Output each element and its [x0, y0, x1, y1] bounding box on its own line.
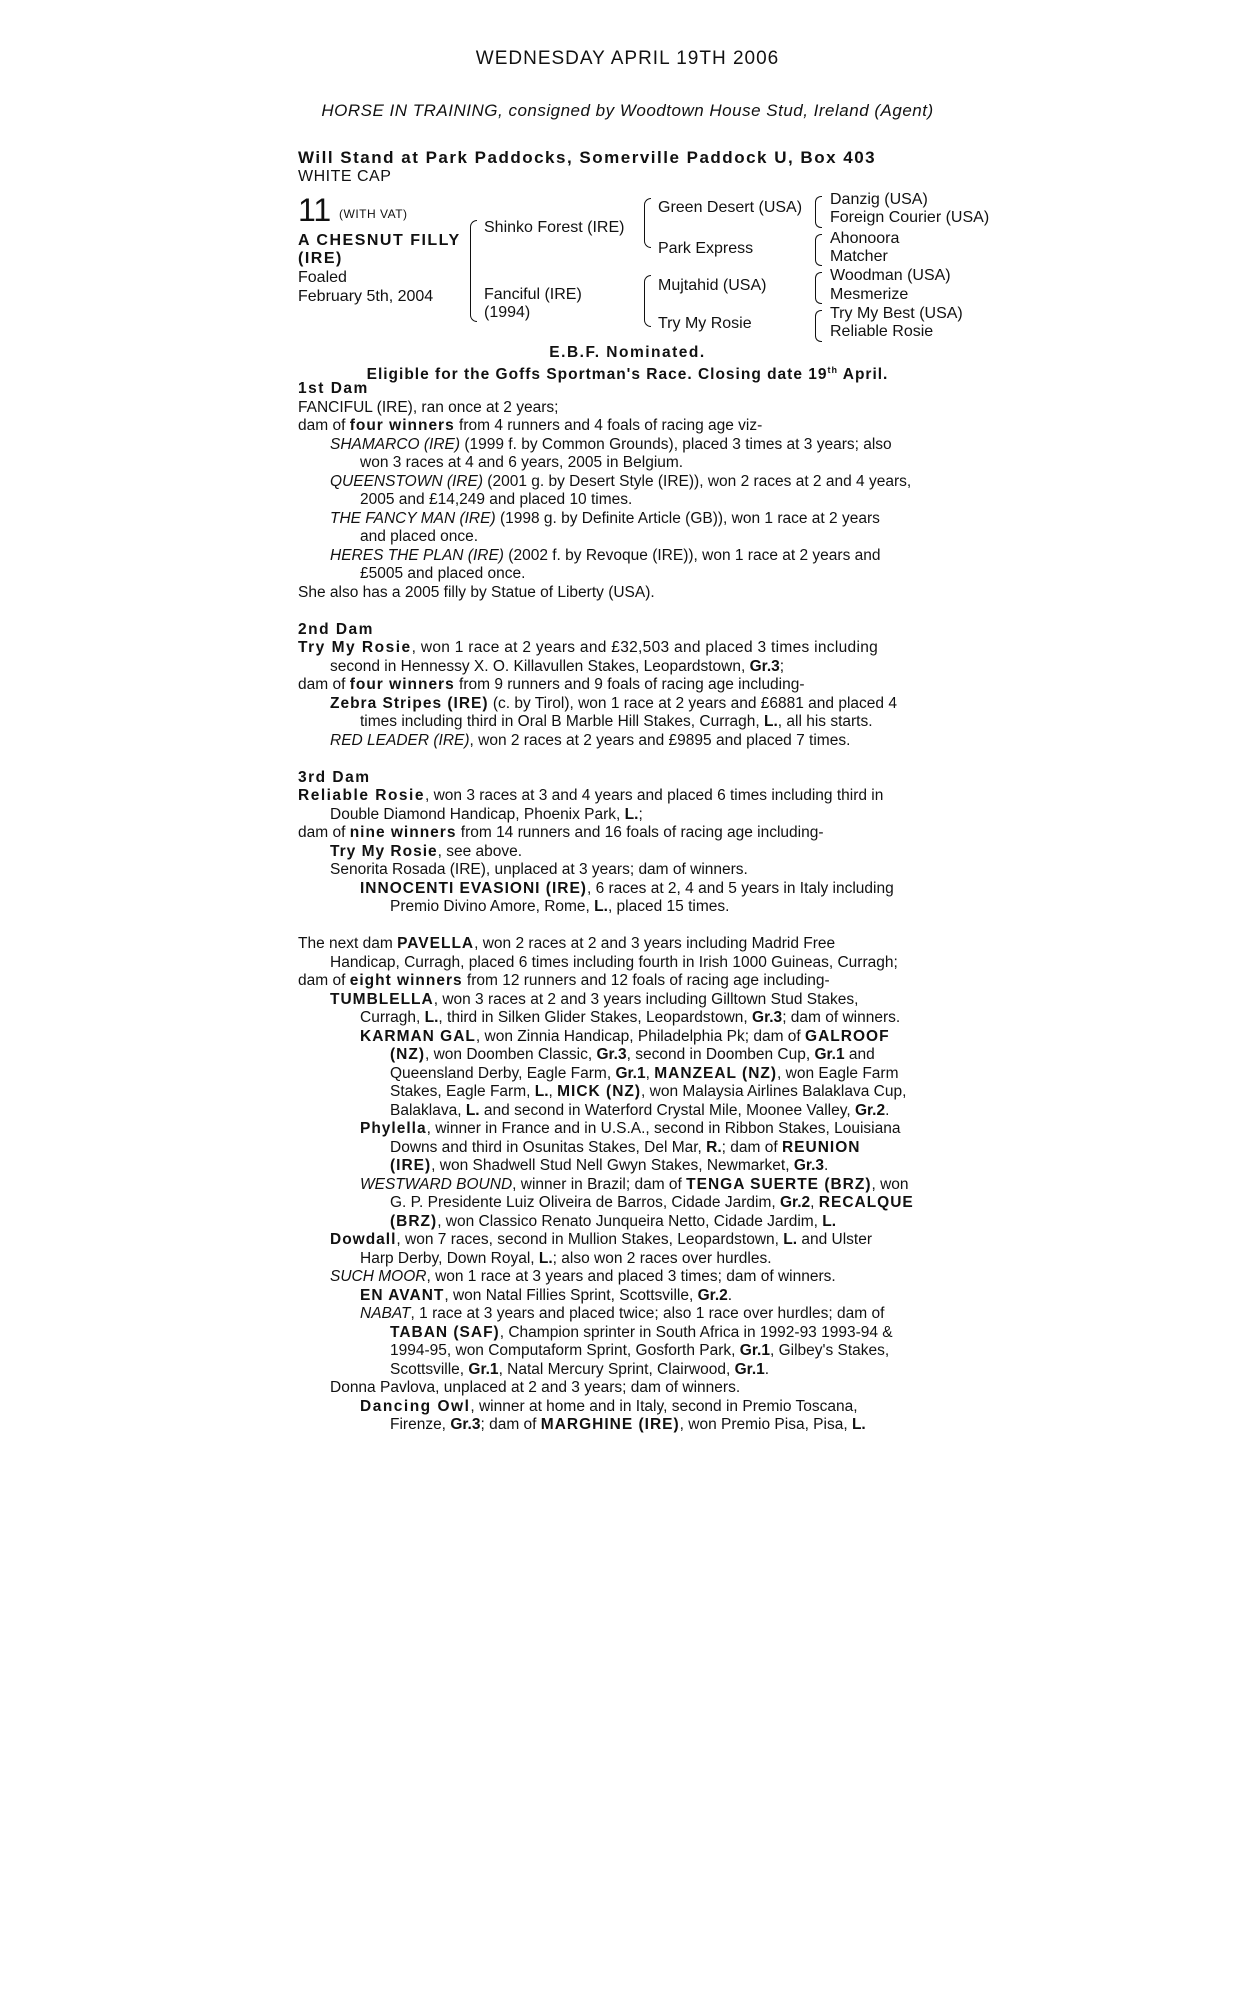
next-dam-line: The next dam PAVELLA, won 2 races at 2 and 3 years including Madrid Free — [298, 935, 836, 952]
horse-description: A CHESNUT FILLY — [298, 232, 461, 249]
pedigree-ssd: Foreign Courier (USA) — [830, 209, 990, 226]
progeny-4-cont: £5005 and placed once. — [360, 565, 526, 582]
foaled-label: Foaled — [298, 269, 347, 286]
third-dam-line: Reliable Rosie, won 3 races at 3 and 4 years and placed 6 times including third in — [298, 787, 884, 804]
first-dam-winners: dam of four winners from 4 runners and 4 foals of racing age viz- — [298, 417, 763, 434]
westward-bound-line-3: (BRZ), won Classico Renato Junqueira Netto, Cidade Jardim, L. — [390, 1213, 837, 1230]
stand-location: Will Stand at Park Paddocks, Somerville Paddock U, Box 403 — [298, 148, 877, 167]
pedigree-sire-dam: Park Express — [658, 240, 754, 257]
tumblella-line: TUMBLELLA, won 3 races at 2 and 3 years including Gilltown Stud Stakes, — [330, 991, 859, 1008]
second-dam-progeny-1-cont: times including third in Oral B Marble Hill Stakes, Curragh, L., all his starts. — [360, 713, 873, 730]
third-dam-progeny-3-cont: Premio Divino Amore, Rome, L., placed 15 times. — [390, 898, 730, 915]
second-dam-heading: 2nd Dam — [298, 621, 374, 638]
foaled-date: February 5th, 2004 — [298, 288, 434, 305]
dowdall-line-2: Harp Derby, Down Royal, L.; also won 2 races over hurdles. — [360, 1250, 772, 1267]
pedigree-sdd: Matcher — [830, 248, 888, 265]
sale-date: WEDNESDAY APRIL 19TH 2006 — [475, 48, 780, 69]
phylella-line-2: Downs and third in Osunitas Stakes, Del Mar, R.; dam of REUNION — [390, 1139, 861, 1156]
vat-note: (WITH VAT) — [339, 207, 408, 221]
pedigree-brace-dam — [644, 275, 651, 327]
karman-gal-line-2: (NZ), won Doomben Classic, Gr.3, second in Doomben Cup, Gr.1 and — [390, 1046, 875, 1063]
nabat-line: NABAT, 1 race at 3 years and placed twice; also 1 race over hurdles; dam of — [360, 1305, 885, 1322]
pedigree-dsd: Mesmerize — [830, 286, 909, 303]
second-dam-line-cont: second in Hennessy X. O. Killavullen Stakes, Leopardstown, Gr.3; — [330, 658, 785, 675]
lot-number: 11 — [298, 192, 332, 228]
first-dam-heading: 1st Dam — [298, 380, 369, 397]
karman-gal-line-3: Queensland Derby, Eagle Farm, Gr.1, MANZEAL (NZ), won Eagle Farm — [390, 1065, 899, 1082]
pedigree-sire-sire: Green Desert (USA) — [658, 199, 803, 216]
pedigree-brace-sd — [815, 234, 822, 266]
second-dam-progeny-2: RED LEADER (IRE), won 2 races at 2 years and £9895 and placed 7 times. — [330, 732, 851, 749]
phylella-line: Phylella, winner in France and in U.S.A., second in Ribbon Stakes, Louisiana — [360, 1120, 901, 1137]
dancing-owl-line-2: Firenze, Gr.3; dam of MARGHINE (IRE), won Premio Pisa, Pisa, L. — [390, 1416, 866, 1433]
first-dam-line: FANCIFUL (IRE), ran once at 2 years; — [298, 399, 559, 416]
third-dam-progeny-1: Try My Rosie, see above. — [330, 843, 523, 860]
karman-gal-line: KARMAN GAL, won Zinnia Handicap, Philadelphia Pk; dam of GALROOF — [360, 1028, 890, 1045]
third-dam-heading: 3rd Dam — [298, 769, 371, 786]
pedigree-dam: Fanciful (IRE) — [484, 286, 582, 303]
karman-gal-line-4: Stakes, Eagle Farm, L., MICK (NZ), won Malaysia Airlines Balaklava Cup, — [390, 1083, 907, 1100]
taban-line-2: 1994-95, won Computaform Sprint, Gosforth Park, Gr.1, Gilbey's Stakes, — [390, 1342, 890, 1359]
next-dam-winners: dam of eight winners from 12 runners and 12 foals of racing age including- — [298, 972, 830, 989]
donna-pavlova-line: Donna Pavlova, unplaced at 2 and 3 years; dam of winners. — [330, 1379, 741, 1396]
third-dam-winners: dam of nine winners from 14 runners and 16 foals of racing age including- — [298, 824, 824, 841]
such-moor-line: SUCH MOOR, won 1 race at 3 years and placed 3 times; dam of winners. — [330, 1268, 836, 1285]
pedigree-sss: Danzig (USA) — [830, 191, 928, 208]
karman-gal-line-5: Balaklava, L. and second in Waterford Crystal Mile, Moonee Valley, Gr.2. — [390, 1102, 890, 1119]
pedigree-brace-dd — [815, 310, 822, 342]
horse-origin: (IRE) — [298, 250, 343, 267]
pedigree-brace-ds — [815, 272, 822, 304]
third-dam-progeny-2: Senorita Rosada (IRE), unplaced at 3 years; dam of winners. — [330, 861, 748, 878]
en-avant-line: EN AVANT, won Natal Fillies Sprint, Scottsville, Gr.2. — [360, 1287, 733, 1304]
westward-bound-line-2: G. P. Presidente Luiz Oliveira de Barros, Cidade Jardim, Gr.2, RECALQUE — [390, 1194, 914, 1211]
pedigree-brace-ss — [815, 196, 822, 228]
westward-bound-line: WESTWARD BOUND, winner in Brazil; dam of TENGA SUERTE (BRZ), won — [360, 1176, 909, 1193]
progeny-1: SHAMARCO (IRE) (1999 f. by Common Grounds), placed 3 times at 3 years; also — [330, 436, 892, 453]
tumblella-line-cont: Curragh, L., third in Silken Glider Stakes, Leopardstown, Gr.3; dam of winners. — [360, 1009, 901, 1026]
pedigree-dds: Try My Best (USA) — [830, 305, 963, 322]
third-dam-line-cont: Double Diamond Handicap, Phoenix Park, L.; — [330, 806, 643, 823]
next-dam-line-cont: Handicap, Curragh, placed 6 times including fourth in Irish 1000 Guineas, Curragh; — [330, 954, 898, 971]
pedigree-dam-year: (1994) — [484, 304, 531, 321]
first-dam-filly: She also has a 2005 filly by Statue of Liberty (USA). — [298, 584, 655, 601]
progeny-2: QUEENSTOWN (IRE) (2001 g. by Desert Style (IRE)), won 2 races at 2 and 4 years, — [330, 473, 912, 490]
taban-line-3: Scottsville, Gr.1, Natal Mercury Sprint, Clairwood, Gr.1. — [390, 1361, 770, 1378]
pedigree-brace-sire — [644, 198, 651, 248]
progeny-3: THE FANCY MAN (IRE) (1998 g. by Definite Article (GB)), won 1 race at 2 years — [330, 510, 880, 527]
pedigree-dam-dam: Try My Rosie — [658, 315, 752, 332]
cap-colour: WHITE CAP — [298, 168, 392, 185]
consignment-line: HORSE IN TRAINING, consigned by Woodtown House Stud, Ireland (Agent) — [321, 101, 934, 120]
pedigree-dss: Woodman (USA) — [830, 267, 951, 284]
taban-line: TABAN (SAF), Champion sprinter in South Africa in 1992-93 1993-94 & — [390, 1324, 893, 1341]
progeny-1-cont: won 3 races at 4 and 6 years, 2005 in Belgium. — [360, 454, 684, 471]
phylella-line-3: (IRE), won Shadwell Stud Nell Gwyn Stakes, Newmarket, Gr.3. — [390, 1157, 829, 1174]
pedigree-ddd: Reliable Rosie — [830, 323, 934, 340]
progeny-2-cont: 2005 and £14,249 and placed 10 times. — [360, 491, 633, 508]
pedigree-dam-sire: Mujtahid (USA) — [658, 277, 767, 294]
second-dam-progeny-1: Zebra Stripes (IRE) (c. by Tirol), won 1 race at 2 years and £6881 and placed 4 — [330, 695, 897, 712]
progeny-3-cont: and placed once. — [360, 528, 479, 545]
pedigree-brace-main — [470, 220, 477, 322]
ebf-note: E.B.F. Nominated. — [549, 344, 706, 361]
progeny-4: HERES THE PLAN (IRE) (2002 f. by Revoque (IRE)), won 1 race at 2 years and — [330, 547, 881, 564]
second-dam-line: Try My Rosie, won 1 race at 2 years and £32,503 and placed 3 times including — [298, 639, 879, 656]
dowdall-line: Dowdall, won 7 races, second in Mullion Stakes, Leopardstown, L. and Ulster — [330, 1231, 873, 1248]
pedigree-sire: Shinko Forest (IRE) — [484, 219, 625, 236]
second-dam-winners: dam of four winners from 9 runners and 9 foals of racing age including- — [298, 676, 805, 693]
pedigree-sds: Ahonoora — [830, 230, 900, 247]
eligible-note: Eligible for the Goffs Sportman's Race. Closing date 19th April. — [366, 365, 889, 384]
third-dam-progeny-3: INNOCENTI EVASIONI (IRE), 6 races at 2, 4 and 5 years in Italy including — [360, 880, 894, 897]
dancing-owl-line: Dancing Owl, winner at home and in Italy, second in Premio Toscana, — [360, 1398, 858, 1415]
